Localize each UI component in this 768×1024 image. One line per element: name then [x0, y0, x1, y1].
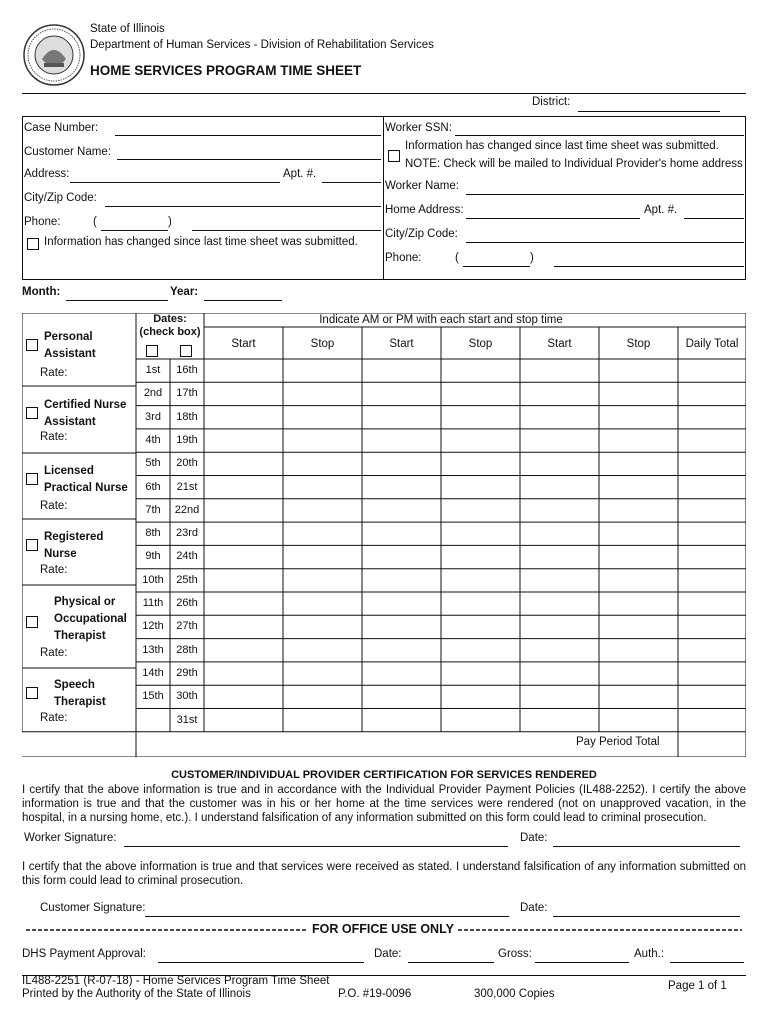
date-cell: 30th [176, 690, 198, 703]
provider-type-label: Nurse [44, 548, 77, 560]
date-cell: 11th [142, 597, 164, 609]
date-cell: 13th [142, 643, 164, 656]
date-cell: 21st [176, 480, 198, 493]
date-cell: 20th [176, 457, 198, 470]
provider-rate-label: Rate: [40, 367, 68, 379]
provider-type-checkbox[interactable] [26, 616, 38, 628]
provider-type-checkbox[interactable] [26, 407, 38, 419]
date-cell: 9th [145, 550, 161, 563]
date-cell: 23rd [175, 527, 199, 540]
column-header-start: Start [231, 338, 256, 350]
date-cell: 3rd [145, 410, 161, 423]
worker-phone-area-field[interactable] [463, 266, 530, 267]
customer-signature-label: Customer Signature: [40, 902, 146, 914]
date-cell: 17th [176, 387, 198, 400]
date-cell: 16th [176, 364, 198, 376]
provider-rate-label: Rate: [40, 564, 68, 576]
provider-type-label: Physical or [54, 596, 116, 608]
provider-type-label: Therapist [54, 630, 106, 642]
provider-type-label: Therapist [54, 696, 106, 708]
form-id: IL488-2251 (R-07-18) - Home Services Program Time Sheet [22, 975, 330, 987]
worker-note-label: NOTE: Check will be mailed to Individual Provider's home address [405, 158, 743, 170]
case-number-label: Case Number: [24, 122, 99, 134]
customer-phone-paren-close: ) [168, 216, 172, 228]
date-cell: 26th [176, 597, 198, 609]
date-cell: 28th [176, 643, 198, 656]
time-table [22, 313, 746, 757]
provider-type-label: Practical Nurse [44, 482, 128, 494]
auth-label: Auth.: [634, 948, 665, 960]
worker-date-label: Date: [520, 832, 548, 844]
check-box-label: (check box) [139, 326, 201, 338]
worker-name-label: Worker Name: [385, 180, 459, 192]
dates-second-half-checkbox[interactable] [180, 345, 192, 357]
customer-date-label: Date: [520, 902, 548, 914]
gross-label: Gross: [498, 948, 532, 960]
customer-date-field[interactable] [553, 916, 740, 917]
month-label: Month: [22, 286, 61, 298]
year-label: Year: [170, 286, 199, 298]
customer-apt-label: Apt. #. [283, 168, 317, 180]
certification-heading: CUSTOMER/INDIVIDUAL PROVIDER CERTIFICATION FOR SERVICES RENDERED [171, 769, 597, 781]
provider-type-label: Registered [44, 531, 104, 543]
worker-apt-field[interactable] [684, 218, 744, 219]
date-cell: 14th [142, 666, 164, 679]
provider-rate-label: Rate: [40, 500, 68, 512]
office-use-label: FOR OFFICE USE ONLY [308, 922, 458, 936]
provider-type-label: Assistant [44, 348, 96, 360]
worker-certification-text: I certify that the above information is true and in accordance with the Individual Provider Payment Policies (IL488-2252). I certify the above information is true and that the customer was in his or her home at the time services were rendered (not on unapproved vacation, in the hospital, in a nursing home, etc.). I understand falsification of any information submitted on this form could lead to criminal prosecution. [22, 784, 746, 824]
column-header-stop: Stop [468, 338, 493, 350]
header-rule [22, 93, 746, 94]
date-cell: 22nd [174, 503, 200, 516]
date-cell: 15th [142, 690, 164, 703]
date-cell: 6th [145, 480, 161, 493]
office-date-field[interactable] [408, 962, 494, 963]
printed-by: Printed by the Authority of the State of Illinois [22, 988, 251, 1000]
date-cell: 27th [176, 620, 198, 633]
customer-city-zip-label: City/Zip Code: [24, 192, 97, 204]
customer-changed-label: Information has changed since last time sheet was submitted. [44, 236, 358, 248]
date-cell: 5th [145, 457, 161, 470]
page-number: Page 1 of 1 [668, 980, 727, 992]
customer-certification-text: I certify that the above information is true and that services were received as stated. I understand falsification of any information submitted on this form could lead to criminal prosecution. [22, 861, 746, 887]
date-cell: 29th [176, 666, 198, 679]
column-header-start: Start [389, 338, 414, 350]
provider-type-label: Assistant [44, 416, 96, 428]
office-date-label: Date: [374, 948, 402, 960]
gross-field[interactable] [535, 962, 629, 963]
customer-name-label: Customer Name: [24, 146, 111, 158]
auth-field[interactable] [670, 962, 744, 963]
customer-address-label: Address: [24, 168, 70, 180]
date-cell: 31st [176, 713, 198, 726]
customer-phone-label: Phone: [24, 216, 61, 228]
worker-name-field[interactable] [466, 194, 744, 195]
worker-city-zip-label: City/Zip Code: [385, 228, 458, 240]
worker-phone-paren-open: ( [455, 252, 459, 264]
worker-phone-paren-close: ) [530, 252, 534, 264]
provider-rate-label: Rate: [40, 647, 68, 659]
column-header-daily-total: Daily Total [685, 338, 739, 350]
date-cell: 2nd [143, 387, 163, 400]
date-cell: 25th [176, 573, 198, 586]
dates-label: Dates: [153, 313, 187, 325]
district-label: District: [532, 96, 571, 108]
provider-type-label: Speech [54, 679, 95, 691]
payment-approval-label: DHS Payment Approval: [22, 948, 147, 960]
date-cell: 24th [176, 550, 198, 563]
customer-city-zip-field[interactable] [105, 206, 381, 207]
customer-name-field[interactable] [117, 159, 381, 160]
customer-phone-number-field[interactable] [192, 230, 381, 231]
provider-type-checkbox[interactable] [26, 539, 38, 551]
month-field[interactable] [66, 300, 168, 301]
worker-signature-label: Worker Signature: [24, 832, 117, 844]
case-number-field[interactable] [115, 135, 381, 136]
date-cell: 4th [145, 433, 161, 446]
worker-ssn-field[interactable] [455, 135, 744, 136]
dates-first-half-checkbox[interactable] [146, 345, 158, 357]
provider-type-checkbox[interactable] [26, 339, 38, 351]
provider-type-label: Certified Nurse [44, 399, 127, 411]
date-cell: 7th [145, 503, 161, 516]
customer-changed-checkbox[interactable] [27, 238, 39, 250]
worker-home-address-field[interactable] [466, 218, 640, 219]
worker-date-field[interactable] [553, 846, 740, 847]
district-field[interactable] [578, 111, 720, 112]
customer-signature-field[interactable] [145, 916, 509, 917]
worker-changed-checkbox[interactable] [388, 150, 400, 162]
column-header-stop: Stop [626, 338, 651, 350]
state-name: State of Illinois [90, 23, 165, 35]
customer-address-field[interactable] [70, 182, 280, 183]
worker-home-address-label: Home Address: [385, 204, 464, 216]
column-header-stop: Stop [310, 338, 335, 350]
worker-city-zip-field[interactable] [466, 242, 744, 243]
worker-changed-label: Information has changed since last time sheet was submitted. [405, 140, 719, 152]
worker-signature-field[interactable] [124, 846, 508, 847]
pay-period-total-label: Pay Period Total [576, 736, 660, 748]
state-seal-icon [22, 23, 86, 87]
provider-type-label: Personal [44, 331, 93, 343]
worker-ssn-label: Worker SSN: [385, 122, 452, 134]
worker-apt-label: Apt. #. [644, 204, 678, 216]
am-pm-instruction: Indicate AM or PM with each start and stop time [319, 314, 563, 326]
customer-phone-paren-open: ( [93, 216, 97, 228]
customer-phone-area-field[interactable] [101, 230, 168, 231]
provider-type-checkbox[interactable] [26, 473, 38, 485]
column-header-start: Start [547, 338, 572, 350]
provider-type-checkbox[interactable] [26, 687, 38, 699]
date-cell: 18th [176, 410, 198, 423]
info-box-divider [383, 116, 384, 280]
provider-rate-label: Rate: [40, 712, 68, 724]
date-cell: 19th [176, 433, 198, 446]
provider-type-label: Occupational [54, 613, 127, 625]
date-cell: 10th [142, 573, 164, 586]
po-number: P.O. #19-0096 [338, 988, 412, 1000]
date-cell: 12th [142, 620, 164, 633]
provider-type-label: Licensed [44, 465, 94, 477]
provider-rate-label: Rate: [40, 431, 68, 443]
worker-phone-label: Phone: [385, 252, 422, 264]
date-cell: 8th [145, 527, 161, 540]
worker-phone-number-field[interactable] [554, 266, 744, 267]
payment-approval-field[interactable] [158, 962, 364, 963]
department-name: Department of Human Services - Division of Rehabilitation Services [90, 39, 434, 51]
page-title: HOME SERVICES PROGRAM TIME SHEET [90, 63, 362, 78]
customer-apt-field[interactable] [322, 182, 381, 183]
year-field[interactable] [204, 300, 282, 301]
date-cell: 1st [145, 364, 161, 376]
copies-count: 300,000 Copies [474, 988, 555, 1000]
